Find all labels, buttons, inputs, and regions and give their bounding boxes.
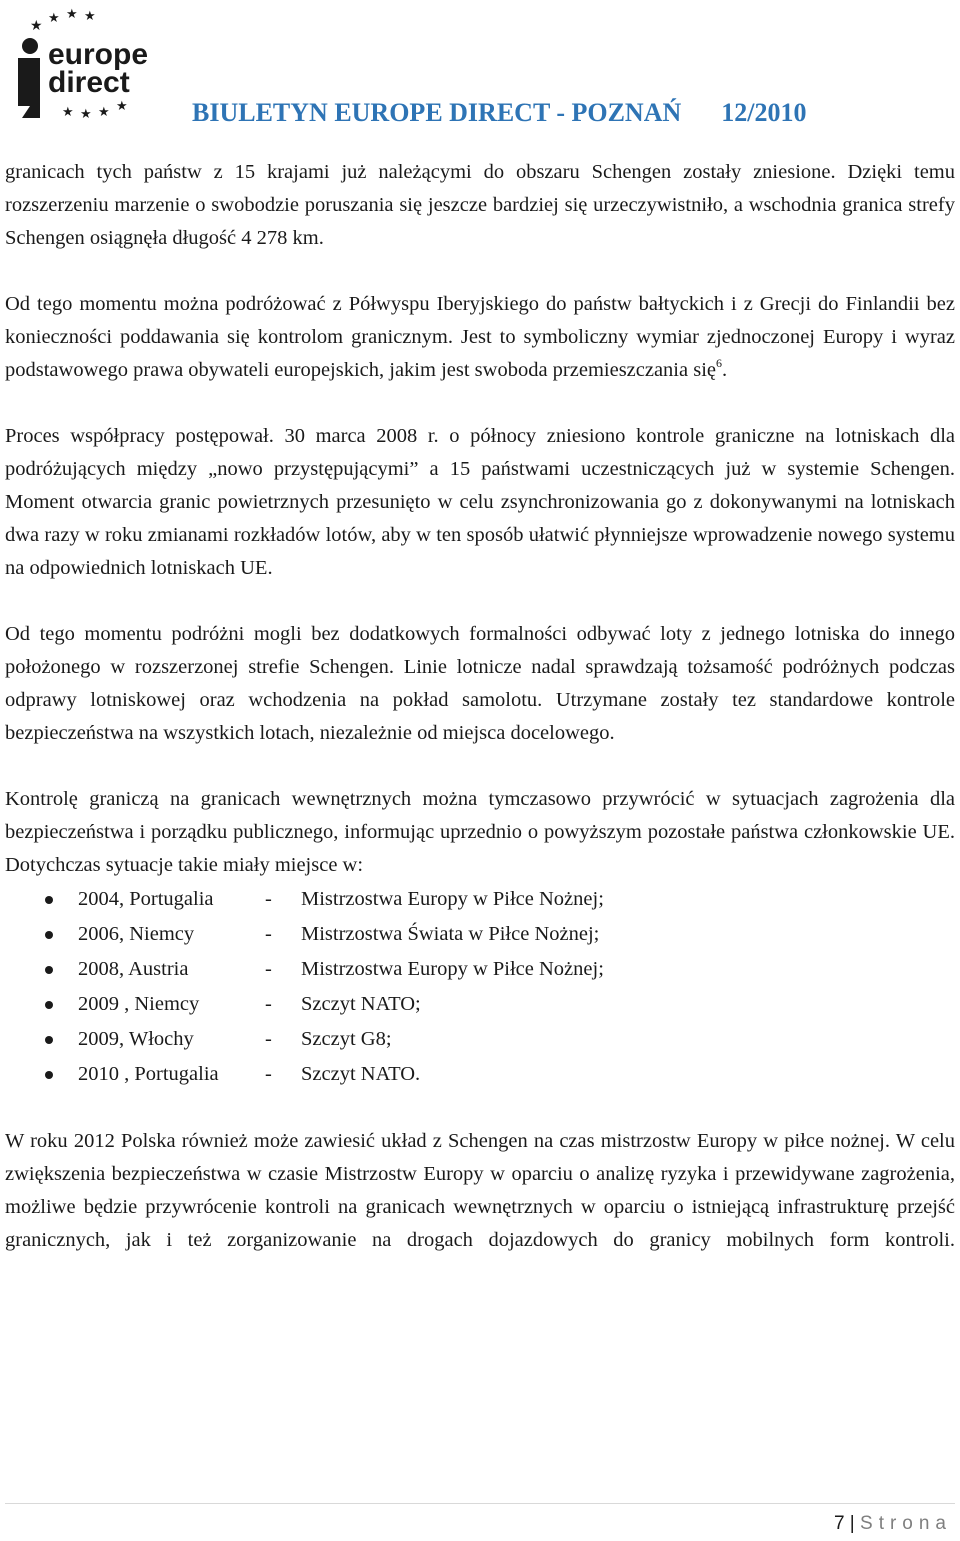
svg-text:★: ★ <box>116 99 128 114</box>
bullet-icon <box>45 966 53 974</box>
svg-text:★: ★ <box>66 7 78 22</box>
paragraph-2-text: Od tego momentu można podróżować z Półwyspu Iberyjskiego do państw bałtyckich i z Grecji do Finlandii bez konieczności poddawania się kontrolom granicznym. Jest to symboliczny wymiar zjednoczonej Europy i wyraz podstawowego prawa obywateli europejskich, jakim jest swoboda przemieszczania się <box>5 293 955 381</box>
event-dash: - <box>265 993 272 1015</box>
paragraph-6: W roku 2012 Polska również może zawiesić układ z Schengen na czas mistrzostw Europy w piłce nożnej. W celu zwiększenia bezpieczeństwa w czasie Mistrzostw Europy w oparciu o analizę ryzyka i przewidywane zagrożenia, możliwe będzie przywrócenie kontroli na granicach wewnętrznych w oparciu o istniejącą infrastrukturę przejść granicznych, jak i też zorganizowanie na drogach dojazdowych do granicy mobilnych form kontroli. <box>5 1130 955 1251</box>
bullet-icon <box>45 1071 53 1079</box>
bullet-icon <box>45 1036 53 1044</box>
event-dash: - <box>265 958 272 980</box>
paragraph-2: Od tego momentu można podróżować z Półwyspu Iberyjskiego do państw bałtyckich i z Grecji do Finlandii bez konieczności poddawania się kontrolom granicznym. Jest to symboliczny wymiar zjednoczonej Europy i wyraz podstawowego prawa obywateli europejskich, jakim jest swoboda przemieszczania się$^6$. <box>5 293 955 381</box>
event-place: 2004, Portugalia <box>78 888 214 910</box>
logo-word-direct: direct <box>48 66 130 99</box>
list-item <box>5 1057 955 1092</box>
footer-separator: | <box>849 1513 855 1534</box>
list-item <box>5 882 955 917</box>
page-footer <box>834 1513 952 1535</box>
event-dash: - <box>265 888 272 910</box>
bulletin-title: BIULETYN EUROPE DIRECT - POZNAŃ <box>192 98 682 127</box>
list-item <box>5 952 955 987</box>
logo-word-europe: europe <box>48 38 148 71</box>
bullet-icon <box>45 1001 53 1009</box>
europe-direct-logo <box>8 6 148 124</box>
event-dash: - <box>265 1063 272 1085</box>
event-place: 2006, Niemcy <box>78 923 195 945</box>
svg-text:★: ★ <box>48 11 60 26</box>
svg-text:★: ★ <box>84 9 96 24</box>
bulletin-header <box>192 98 807 128</box>
event-place: 2009 , Niemcy <box>78 993 200 1015</box>
event-place: 2010 , Portugalia <box>78 1063 219 1085</box>
bulletin-issue: 12/2010 <box>721 98 807 127</box>
event-name: Mistrzostwa Świata w Piłce Nożnej; <box>301 923 600 945</box>
event-dash: - <box>265 923 272 945</box>
list-item <box>5 917 955 952</box>
paragraph-1: granicach tych państw z 15 krajami już należącymi do obszaru Schengen zostały zniesione. Dzięki temu rozszerzeniu marzenie o swobodzie poruszania się jeszcze bardziej się urzeczywistniło, a wschodnia granica strefy Schengen osiągnęła długość 4 278 km. <box>5 161 955 249</box>
paragraph-5: Kontrolę graniczą na granicach wewnętrznych można tymczasowo przywrócić w sytuacjach zagrożenia dla bezpieczeństwa i porządku publicznego, informując uprzednio o powyższym pozostałe państwa członkowskie UE. Dotychczas sytuacje takie miały miejsce w: <box>5 788 955 876</box>
article-body <box>5 156 955 1290</box>
event-place: 2009, Włochy <box>78 1028 194 1050</box>
bullet-icon <box>45 931 53 939</box>
svg-text:★: ★ <box>80 107 92 122</box>
svg-text:★: ★ <box>98 105 110 120</box>
event-name: Mistrzostwa Europy w Piłce Nożnej; <box>301 958 604 980</box>
logo-i-dot <box>22 38 38 54</box>
page-word: Strona <box>860 1513 952 1534</box>
footer-divider <box>5 1503 955 1504</box>
bullet-icon <box>45 896 53 904</box>
footnote-ref[interactable]: 6 <box>716 356 723 370</box>
list-item <box>5 1022 955 1057</box>
paragraph-3: Proces współpracy postępował. 30 marca 2008 r. o północy zniesiono kontrole graniczne na lotniskach dla podróżujących między „nowo przystępującymi” a 15 państwami uczestniczących już w systemie Schengen. Moment otwarcia granic powietrznych przesunięto w celu zsynchronizowania go z dokonywanymi na lotniskach dwa razy w roku zmianami rozkładów lotów, aby w ten sposób ułatwić płynniejsze wprowadzenie nowego systemu na odpowiednich lotniskach UE. <box>5 425 955 579</box>
event-place: 2008, Austria <box>78 958 189 980</box>
event-name: Mistrzostwa Europy w Piłce Nożnej; <box>301 888 604 910</box>
event-name: Szczyt G8; <box>301 1028 392 1050</box>
logo-i-stem <box>18 58 40 118</box>
event-name: Szczyt NATO; <box>301 993 421 1015</box>
page-number: 7 <box>833 1513 845 1534</box>
paragraph-4: Od tego momentu podróżni mogli bez dodatkowych formalności odbywać loty z jednego lotniska do innego położonego w rozszerzonej strefie Schengen. Linie lotnicze nadal sprawdzają tożsamość podróżnych podczas odprawy lotniskowej oraz wchodzenia na pokład samolotu. Utrzymane zostały tez standardowe kontrole bezpieczeństwa na wszystkich lotach, niezależnie od miejsca docelowego. <box>5 623 955 744</box>
svg-text:★: ★ <box>62 105 74 120</box>
event-name: Szczyt NATO. <box>301 1063 421 1085</box>
event-dash: - <box>265 1028 272 1050</box>
events-list <box>5 882 955 1092</box>
svg-text:★: ★ <box>30 18 43 34</box>
list-item <box>5 987 955 1022</box>
